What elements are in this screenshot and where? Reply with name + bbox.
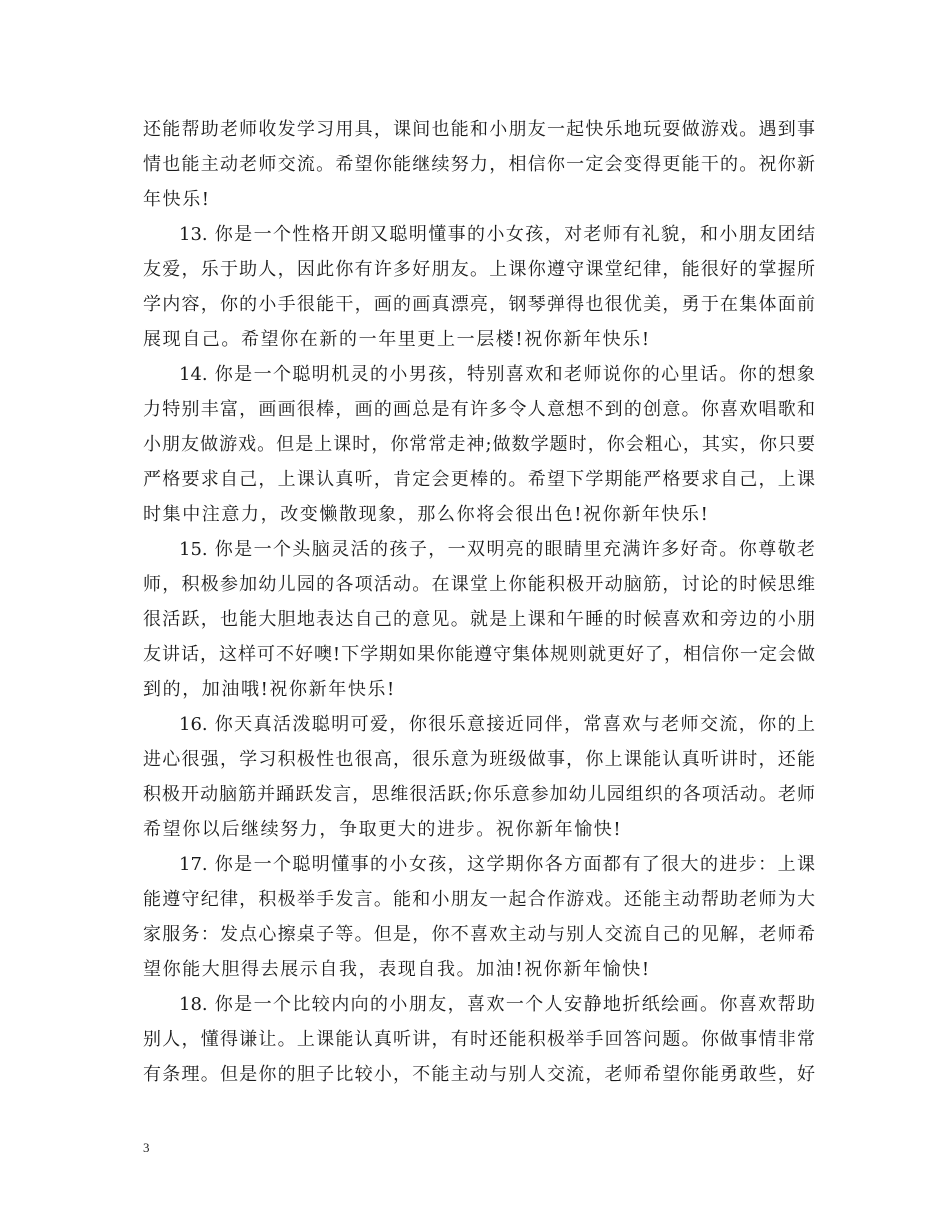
- paragraph-14-start: 14. 你是一个聪明机灵的小男孩，特别喜欢和老师说你的心里话。你的想象: [179, 364, 815, 385]
- text-line: 望你能大胆得去展示自我，表现自我。加油!祝你新年愉快!: [143, 959, 651, 980]
- text-line: 学内容，你的小手很能干，画的画真漂亮，钢琴弹得也很优美，勇于在集体面前: [143, 294, 815, 315]
- paragraph-15-start: 15. 你是一个头脑灵活的孩子，一双明亮的眼睛里充满许多好奇。你尊敬老: [179, 539, 815, 560]
- paragraph-17-start: 17. 你是一个聪明懂事的小女孩，这学期你各方面都有了很大的进步：上课: [179, 854, 815, 875]
- document-body: [143, 112, 815, 1092]
- text-line: 积极开动脑筋并踊跃发言，思维很活跃;你乐意参加幼儿园组织的各项活动。老师: [143, 784, 815, 805]
- text-line: 情也能主动老师交流。希望你能继续努力，相信你一定会变得更能干的。祝你新: [143, 154, 815, 175]
- text-line: 到的，加油哦!祝你新年快乐!: [143, 679, 396, 700]
- text-line: 能遵守纪律，积极举手发言。能和小朋友一起合作游戏。还能主动帮助老师为大: [143, 889, 815, 910]
- paragraph-16-start: 16. 你天真活泼聪明可爱，你很乐意接近同伴，常喜欢与老师交流，你的上: [179, 714, 815, 735]
- text-line: 希望你以后继续努力，争取更大的进步。祝你新年愉快!: [143, 819, 623, 840]
- text-line: 力特别丰富，画画很棒，画的画总是有许多令人意想不到的创意。你喜欢唱歌和: [143, 399, 815, 420]
- text-line: 家服务：发点心擦桌子等。但是，你不喜欢主动与别人交流自己的见解，老师希: [143, 924, 815, 945]
- text-line: 展现自己。希望你在新的一年里更上一层楼!祝你新年快乐!: [143, 329, 651, 350]
- text-line: 还能帮助老师收发学习用具，课间也能和小朋友一起快乐地玩耍做游戏。遇到事: [143, 119, 815, 140]
- text-line: 友爱，乐于助人，因此你有许多好朋友。上课你遵守课堂纪律，能很好的掌握所: [143, 259, 815, 280]
- page-number: 3: [143, 1140, 150, 1155]
- paragraph-18-start: 18. 你是一个比较内向的小朋友，喜欢一个人安静地折纸绘画。你喜欢帮助: [179, 994, 815, 1015]
- text-line: 师，积极参加幼儿园的各项活动。在课堂上你能积极开动脑筋，讨论的时候思维: [143, 574, 815, 595]
- paragraph-13-start: 13. 你是一个性格开朗又聪明懂事的小女孩，对老师有礼貌，和小朋友团结: [179, 224, 815, 245]
- text-line: 别人，懂得谦让。上课能认真听讲，有时还能积极举手回答问题。你做事情非常: [143, 1029, 815, 1050]
- text-line: 年快乐!: [143, 189, 211, 210]
- text-line: 友讲话，这样可不好噢!下学期如果你能遵守集体规则就更好了，相信你一定会做: [143, 644, 815, 665]
- text-line: 严格要求自己，上课认真听，肯定会更棒的。希望下学期能严格要求自己，上课: [143, 469, 815, 490]
- text-line: 小朋友做游戏。但是上课时，你常常走神;做数学题时，你会粗心，其实，你只要: [143, 434, 815, 455]
- text-line: 时集中注意力，改变懒散现象，那么你将会很出色!祝你新年快乐!: [143, 504, 710, 525]
- text-line: 进心很强，学习积极性也很高，很乐意为班级做事，你上课能认真听讲时，还能: [143, 749, 815, 770]
- text-line: 很活跃，也能大胆地表达自己的意见。就是上课和午睡的时候喜欢和旁边的小朋: [143, 609, 815, 630]
- text-line: 有条理。但是你的胆子比较小，不能主动与别人交流，老师希望你能勇敢些，好: [143, 1064, 815, 1085]
